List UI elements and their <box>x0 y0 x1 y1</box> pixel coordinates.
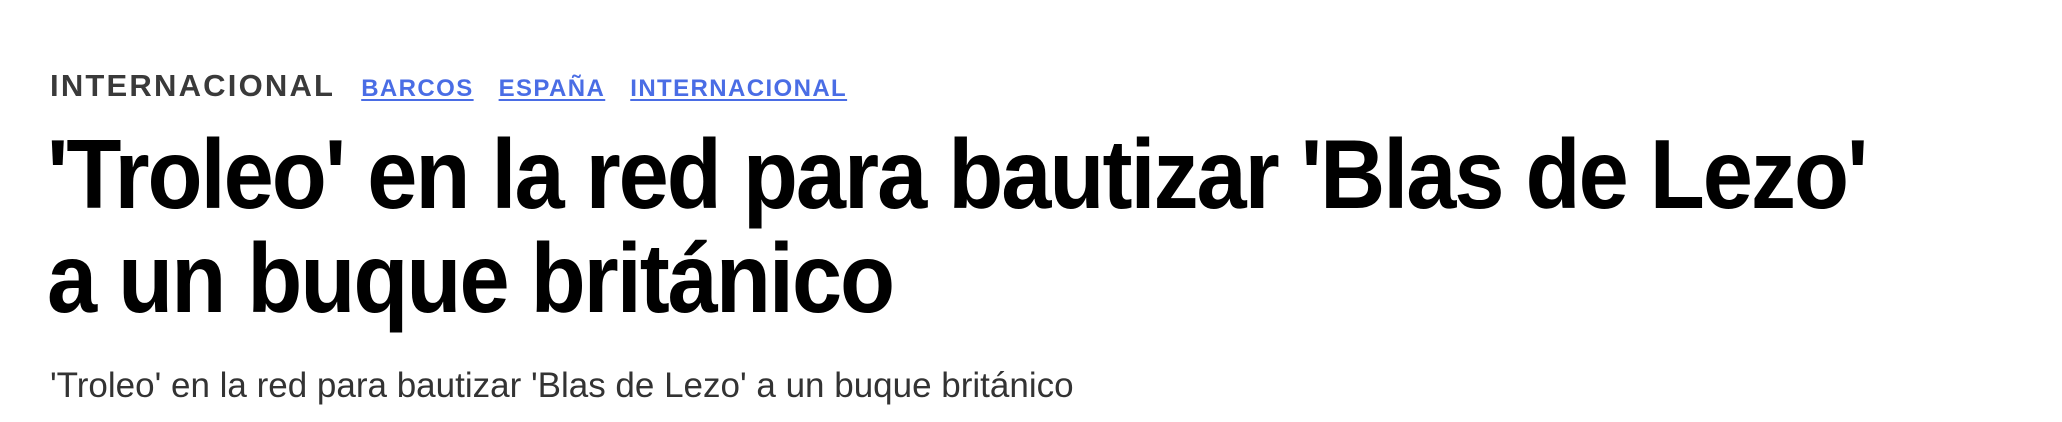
article-headline: 'Troleo' en la red para bautizar 'Blas de Lezo' a un buque británico <box>47 119 1867 333</box>
tag-link-internacional[interactable]: INTERNACIONAL <box>630 75 848 102</box>
tag-link-espana[interactable]: ESPAÑA <box>498 75 606 102</box>
tag-link-barcos[interactable]: BARCOS <box>361 75 474 102</box>
article-subtitle: 'Troleo' en la red para bautizar 'Blas de Lezo' a un buque británico <box>50 366 1074 405</box>
section-label: INTERNACIONAL <box>50 68 336 103</box>
article-meta-row <box>50 68 872 104</box>
